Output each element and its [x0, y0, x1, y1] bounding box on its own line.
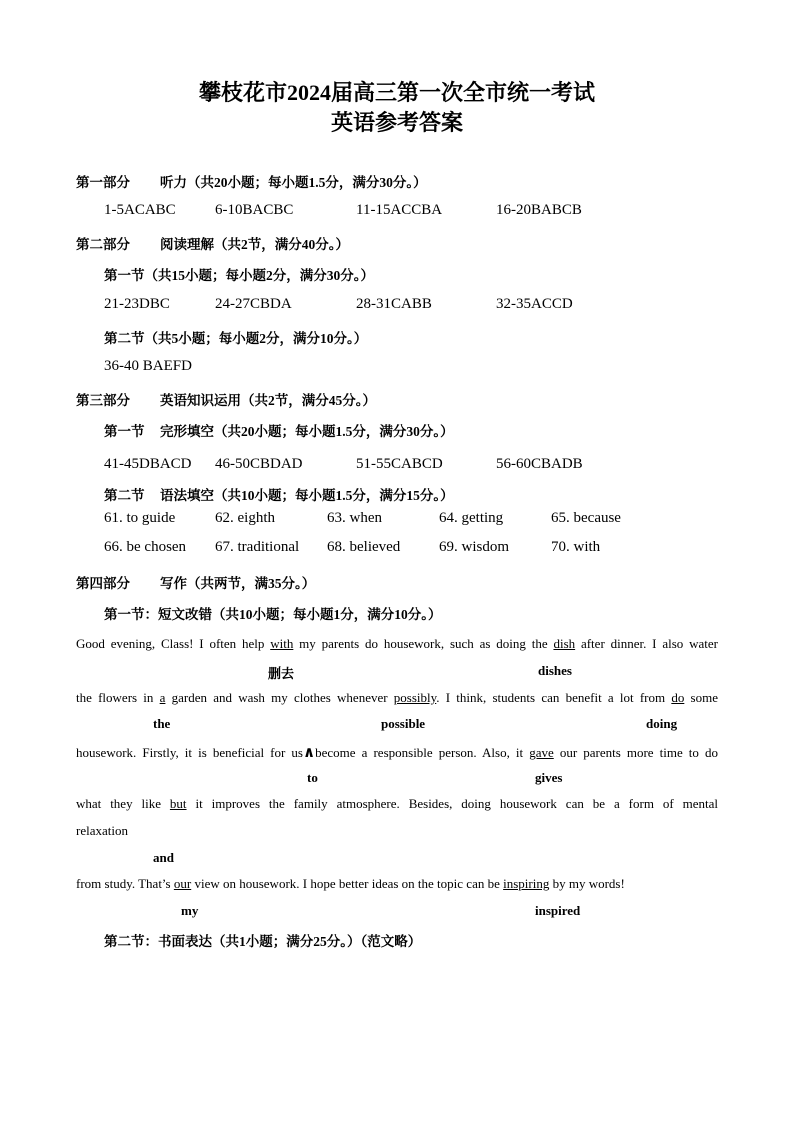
part2-label: 第二部分: [76, 237, 130, 252]
part3-section1-heading: 完形填空（共20小题；每小题1.5分，满分30分。）: [160, 424, 454, 439]
answer-cell: 11-15ACCBA: [356, 202, 443, 218]
answer-cell: 28-31CABB: [356, 296, 432, 312]
answer-cell: 65. because: [551, 510, 621, 526]
answer-cell: 24-27CBDA: [215, 296, 292, 312]
part3-heading: 英语知识运用（共2节，满分45分。）: [160, 393, 376, 408]
correction: dishes: [538, 663, 572, 678]
correction: inspired: [535, 903, 581, 918]
answer-cell: 21-23DBC: [104, 296, 170, 312]
part1-label: 第一部分: [76, 175, 130, 190]
error-word: do: [671, 690, 685, 705]
error-word: our: [173, 876, 192, 891]
page-subtitle: 英语参考答案: [330, 110, 463, 135]
passage-line: from study. That’s our view on housework. I hope better ideas on the topic can be inspiring by my words!: [76, 876, 625, 891]
answer-cell: 64. getting: [439, 510, 504, 526]
part4-section2-heading: 第二节：书面表达（共1小题；满分25分。）（范文略）: [104, 934, 422, 949]
part2-heading: 阅读理解（共2节，满分40分。）: [160, 237, 349, 252]
part1-heading: 听力（共20小题；每小题1.5分，满分30分。）: [160, 175, 427, 190]
part4-heading: 写作（共两节，满35分。）: [160, 576, 316, 591]
passage-line: relaxation: [76, 823, 128, 838]
error-word: but: [169, 796, 187, 811]
error-word: gave: [529, 745, 554, 760]
error-word: with: [270, 636, 294, 651]
part2-section2-heading: 第二节（共5小题；每小题2分，满分10分。）: [104, 331, 368, 346]
correction: doing: [646, 716, 678, 731]
part3-label: 第三部分: [76, 393, 130, 408]
error-word: inspiring: [503, 876, 550, 891]
error-word: possibly: [393, 690, 437, 705]
part3-section2-heading: 语法填空（共10小题；每小题1.5分，满分15分。）: [160, 488, 454, 503]
answer-cell: 46-50CBDAD: [215, 456, 303, 472]
part3-section1-label: 第一节: [104, 424, 145, 439]
insertion-caret-icon: ∧: [302, 745, 316, 761]
answer-cell: 70. with: [551, 539, 601, 555]
part4-label: 第四部分: [76, 576, 130, 591]
answer-cell: 41-45DBACD: [104, 456, 192, 472]
correction: the: [153, 716, 171, 731]
correction: my: [181, 903, 199, 918]
passage-line: Good evening, Class! I often help with my parents do housework, such as doing the dish after dinner. I also water: [76, 636, 718, 651]
passage-line: what they like but it improves the family atmosphere. Besides, doing housework can be a form of mental: [76, 796, 718, 811]
passage-line: housework. Firstly, it is beneficial for us∧become a responsible person. Also, it gave our parents more time to do: [76, 745, 718, 761]
answer-cell: 56-60CBADB: [496, 456, 583, 472]
error-word: dish: [553, 636, 576, 651]
answer-cell: 68. believed: [327, 539, 401, 555]
error-word: a: [159, 690, 166, 705]
part3-section2-label: 第二节: [104, 488, 145, 503]
part2-section1-heading: 第一节（共15小题；每小题2分，满分30分。）: [104, 268, 374, 283]
answer-cell: 1-5ACABC: [104, 202, 176, 218]
answer-cell: 6-10BACBC: [215, 202, 294, 218]
page-title: 攀枝花市2024届高三第一次全市统一考试: [198, 80, 595, 105]
answer-cell: 62. eighth: [215, 510, 275, 526]
passage-line: the flowers in a garden and wash my clothes whenever possibly. I think, students can benefit a lot from do some: [76, 690, 718, 705]
answer-cell: 51-55CABCD: [356, 456, 443, 472]
correction: and: [153, 850, 174, 865]
answer-cell: 66. be chosen: [104, 539, 187, 555]
answer-cell: 69. wisdom: [439, 539, 510, 555]
correction: to: [307, 770, 318, 785]
correction: gives: [535, 770, 563, 785]
answer-cell: 63. when: [327, 510, 382, 526]
answer-cell: 36-40 BAEFD: [104, 358, 192, 374]
correction: 删去: [268, 666, 295, 681]
part4-section1-heading: 第一节：短文改错（共10小题；每小题1分，满分10分。）: [104, 607, 442, 622]
correction: possible: [381, 716, 426, 731]
answer-cell: 61. to guide: [104, 510, 176, 526]
answer-cell: 32-35ACCD: [496, 296, 573, 312]
answer-cell: 16-20BABCB: [496, 202, 582, 218]
answer-cell: 67. traditional: [215, 539, 300, 555]
